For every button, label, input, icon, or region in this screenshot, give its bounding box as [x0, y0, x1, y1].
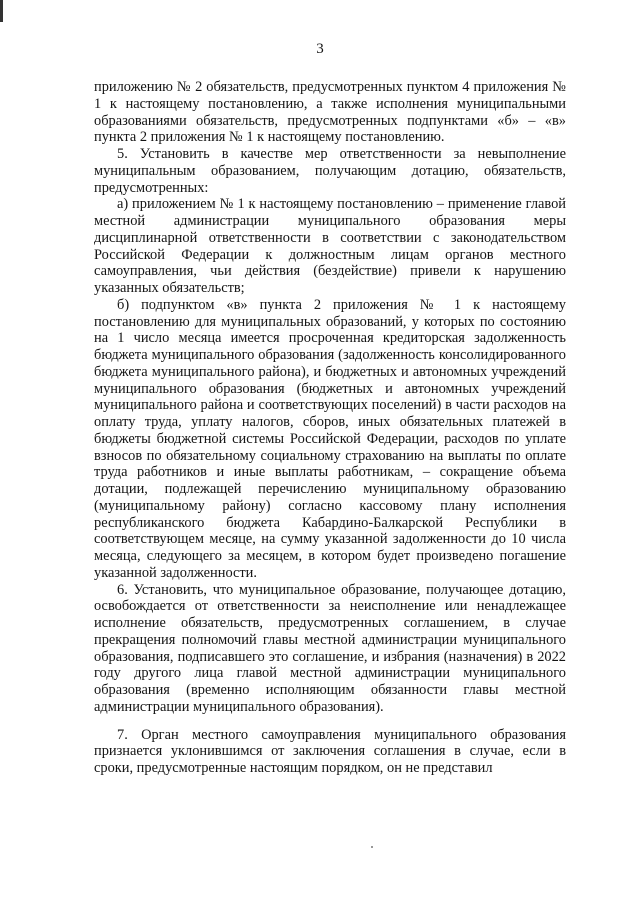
page-number: 3 — [316, 41, 324, 57]
scan-edge-mark — [0, 0, 3, 22]
scan-artifact-dot — [371, 846, 373, 848]
paragraph-continuation: приложению № 2 обязательств, предусмотренных пунктом 4 приложения № 1 к настоящему постановлению, а также исполнения муниципальными образованиями обязательств, предусмотренных подпунктами «б» – «в» пункта 2 приложения № 1 к настоящему постановлению. — [94, 79, 566, 146]
paragraph-item-6: 6. Установить, что муниципальное образование, получающее дотацию, освобождается от ответственности за неисполнение или ненадлежащее исполнение обязательств, предусмотренных соглашением, в случае прекращения полномочий главы местной администрации муниципального образования, подписавшего это соглашение, и избрания (назначения) в 2022 году другого лица главой местной администрации муниципального образования (временно исполняющим обязанности главы местной администрации муниципального образования). — [94, 581, 566, 715]
paragraph-item-7: 7. Орган местного самоуправления муниципального образования признается уклонившимся от заключения соглашения в случае, если в сроки, предусмотренные настоящим порядком, он не представил — [94, 726, 566, 776]
paragraph-item-5b: б) подпунктом «в» пункта 2 приложения № 1 к настоящему постановлению для муниципальных образований, у которых по состоянию на 1 число месяца имеется просроченная кредиторская задолженность бюджета муниципального образования (задолженность консолидированного бюджета муниципального района), и бюджетных и автономных учреждений муниципального образования (бюджетных и автономных учреждений муниципального района и соответствующих поселений) в части расходов на оплату труда, уплату налогов, сборов, иных обязательных платежей в бюджеты бюджетной системы Российской Федерации, расходов по уплате взносов по обязательному социальному страхованию на выплаты по оплате труда работников и иные выплаты работникам, – сокращение объема дотации, подлежащей перечислению муниципальному образованию (муниципальному району) согласно кассовому плану исполнения республиканского бюджета Кабардино-Балкарской Республики в соответствующем месяце, на сумму указанной задолженности до 10 числа месяца, следующего за месяцем, в котором будет произведено погашение указанной задолженности. — [94, 296, 566, 581]
paragraph-item-5: 5. Установить в качестве мер ответственности за невыполнение муниципальным образованием, получающим дотацию, обязательств, предусмотренных: — [94, 146, 566, 196]
paragraph-item-5a: а) приложением № 1 к настоящему постановлению – применение главой местной администрации муниципального образования меры дисциплинарной ответственности в соответствии с законодательством Российской Федерации к должностным лицам органов местного самоуправления, чьи действия (бездействие) привели к нарушению указанных обязательств; — [94, 196, 566, 296]
body-text — [94, 79, 566, 777]
